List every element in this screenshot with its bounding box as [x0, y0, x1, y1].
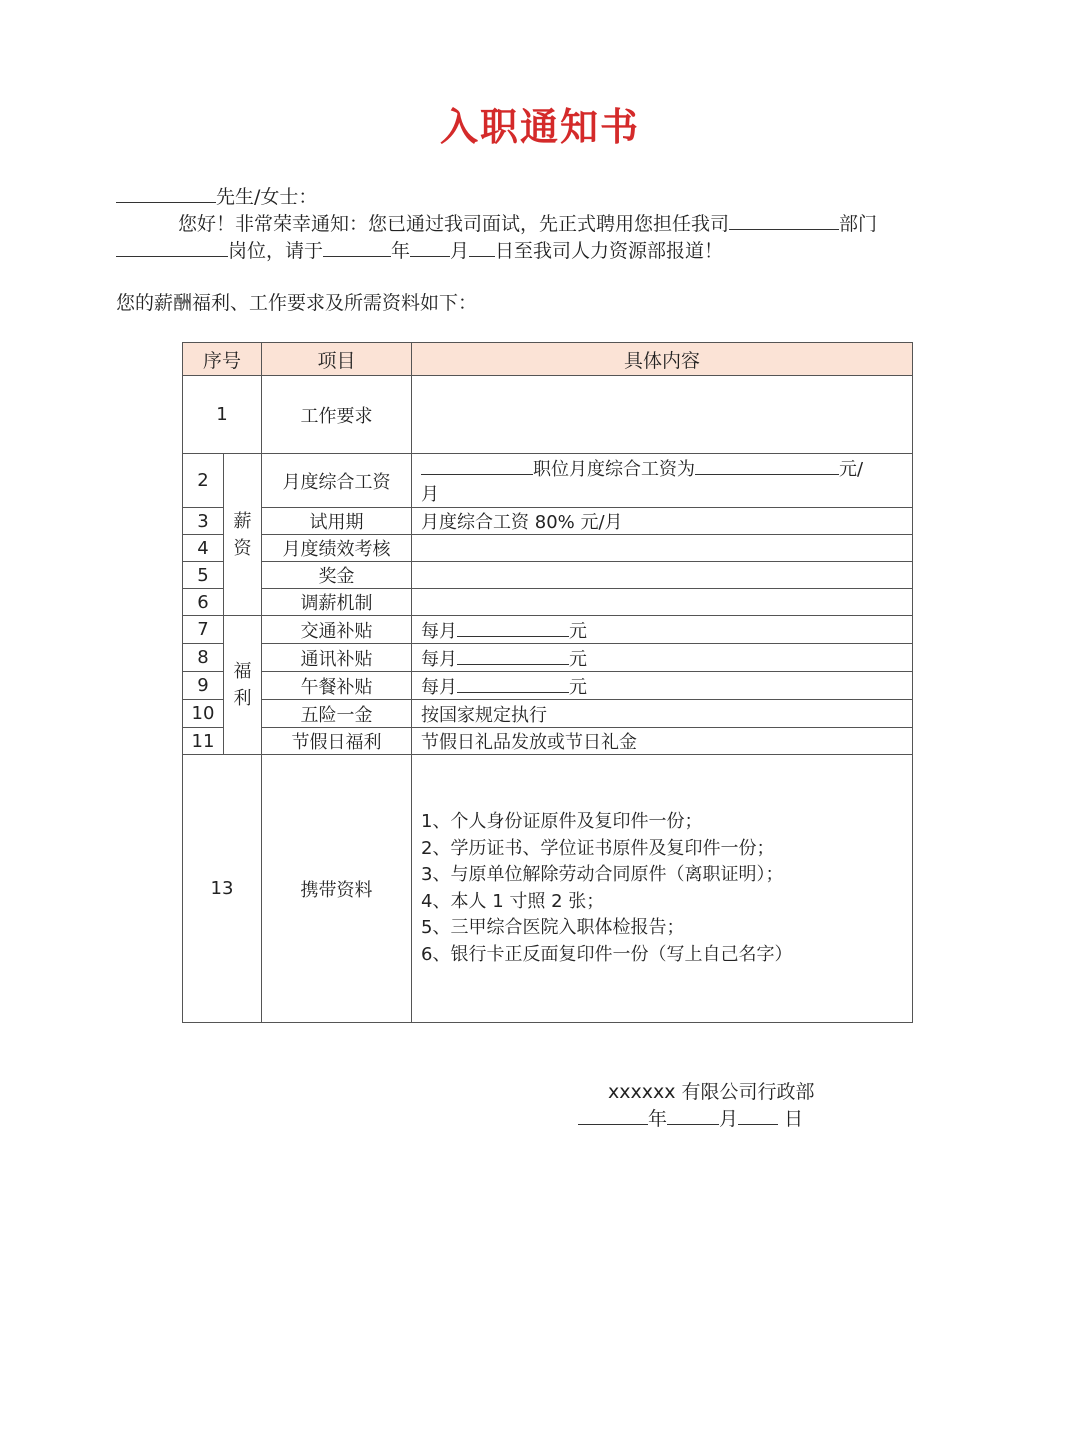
list-item: 4、本人 1 寸照 2 张；: [421, 890, 605, 912]
company-signature: xxxxxx 有限公司行政部: [608, 1081, 815, 1103]
salary-amount-blank[interactable]: [695, 454, 839, 475]
sign-year-blank[interactable]: [578, 1104, 648, 1125]
row-no: 3: [183, 508, 224, 535]
signature-date: [578, 1104, 803, 1131]
table-header-row: [183, 343, 913, 376]
row-no: 6: [183, 589, 224, 616]
salary-text: 职位月度综合工资为: [533, 459, 696, 480]
table-row: [183, 454, 913, 508]
row-no: 8: [183, 644, 224, 672]
salary-unit-month: 月: [421, 484, 440, 505]
row-no: 1: [183, 376, 262, 454]
salary-unit: 元/: [839, 459, 864, 480]
row-item: 调薪机制: [262, 589, 412, 616]
offer-table: [182, 342, 913, 1023]
row-no: 4: [183, 535, 224, 562]
row-content[interactable]: [412, 616, 913, 644]
body-line-1: [178, 209, 877, 237]
row-no: 11: [183, 728, 224, 755]
row-content[interactable]: [412, 376, 913, 454]
row-item: 试用期: [262, 508, 412, 535]
list-item: 6、银行卡正反面复印件一份（写上自己名字）: [421, 943, 793, 965]
header-content: 具体内容: [412, 343, 913, 376]
start-month-label: 月: [450, 240, 470, 262]
row-content[interactable]: 月度综合工资 80% 元/月: [412, 508, 913, 535]
row-item: 携带资料: [262, 755, 412, 1023]
start-day-label: 日至我司人力资源部报道！: [495, 240, 724, 262]
row-content[interactable]: 节假日礼品发放或节日礼金: [412, 728, 913, 755]
intro-text: 您的薪酬福利、工作要求及所需资料如下：: [116, 292, 478, 314]
table-row: [183, 700, 913, 728]
dept-blank[interactable]: [729, 209, 839, 230]
start-month-blank[interactable]: [410, 236, 450, 257]
row-content[interactable]: [412, 672, 913, 700]
row-item: 节假日福利: [262, 728, 412, 755]
row-content[interactable]: [412, 562, 913, 589]
table-row: [183, 589, 913, 616]
table-row: [183, 644, 913, 672]
sign-month-blank[interactable]: [667, 1104, 719, 1125]
table-row: [183, 535, 913, 562]
table-row: [183, 728, 913, 755]
row-item: 交通补贴: [262, 616, 412, 644]
position-blank[interactable]: [116, 236, 228, 257]
table-row: [183, 562, 913, 589]
sign-month-label: 月: [719, 1108, 739, 1130]
row-no: 9: [183, 672, 224, 700]
dept-label: 部门: [839, 213, 878, 235]
group-welfare: 福 利: [224, 616, 262, 755]
table-row: [183, 755, 913, 1023]
job-title-blank[interactable]: [421, 454, 533, 475]
row-content[interactable]: [412, 454, 913, 508]
amount-blank[interactable]: [457, 672, 569, 693]
salutation: 先生/女士：: [216, 186, 318, 208]
start-day-blank[interactable]: [469, 236, 495, 257]
row-item: 月度综合工资: [262, 454, 412, 508]
row-item: 通讯补贴: [262, 644, 412, 672]
list-item: 1、个人身份证原件及复印件一份；: [421, 811, 703, 832]
monthly-label: 每月: [421, 677, 458, 698]
table-row: [183, 672, 913, 700]
row-item: 月度绩效考核: [262, 535, 412, 562]
row-content[interactable]: [412, 589, 913, 616]
list-item: 5、三甲综合医院入职体检报告；: [421, 917, 685, 938]
currency-label: 元: [569, 677, 588, 698]
currency-label: 元: [569, 621, 588, 642]
row-no: 13: [183, 755, 262, 1023]
header-item: 项目: [262, 343, 412, 376]
row-content[interactable]: [412, 535, 913, 562]
row-content[interactable]: 按国家规定执行: [412, 700, 913, 728]
body-line-2: [116, 236, 723, 264]
header-no: 序号: [183, 343, 262, 376]
row-item: 工作要求: [262, 376, 412, 454]
monthly-label: 每月: [421, 649, 458, 670]
row-no: 5: [183, 562, 224, 589]
monthly-label: 每月: [421, 621, 458, 642]
row-no: 2: [183, 454, 224, 508]
start-year-label: 年: [391, 240, 411, 262]
greeting-line: [116, 182, 317, 210]
sign-year-label: 年: [648, 1108, 668, 1130]
materials-list: [412, 755, 913, 1023]
currency-label: 元: [569, 649, 588, 670]
document-title: 入职通知书: [439, 105, 640, 149]
row-no: 10: [183, 700, 224, 728]
list-item: 3、与原单位解除劳动合同原件（离职证明）；: [421, 864, 784, 885]
row-item: 午餐补贴: [262, 672, 412, 700]
name-blank[interactable]: [116, 182, 216, 203]
table-row: [183, 616, 913, 644]
amount-blank[interactable]: [457, 644, 569, 665]
sign-day-blank[interactable]: [738, 1104, 778, 1125]
list-item: 2、学历证书、学位证书原件及复印件一份；: [421, 837, 775, 859]
table-row: [183, 376, 913, 454]
amount-blank[interactable]: [457, 616, 569, 637]
table-row: [183, 508, 913, 535]
start-year-blank[interactable]: [323, 236, 391, 257]
row-item: 奖金: [262, 562, 412, 589]
row-content[interactable]: [412, 644, 913, 672]
group-salary: 薪 资: [224, 454, 262, 616]
body-text-1: 您好！非常荣幸通知：您已通过我司面试，先正式聘用您担任我司: [178, 213, 730, 235]
position-label: 岗位，请于: [228, 240, 324, 262]
row-no: 7: [183, 616, 224, 644]
row-item: 五险一金: [262, 700, 412, 728]
sign-day-label: 日: [784, 1108, 804, 1130]
